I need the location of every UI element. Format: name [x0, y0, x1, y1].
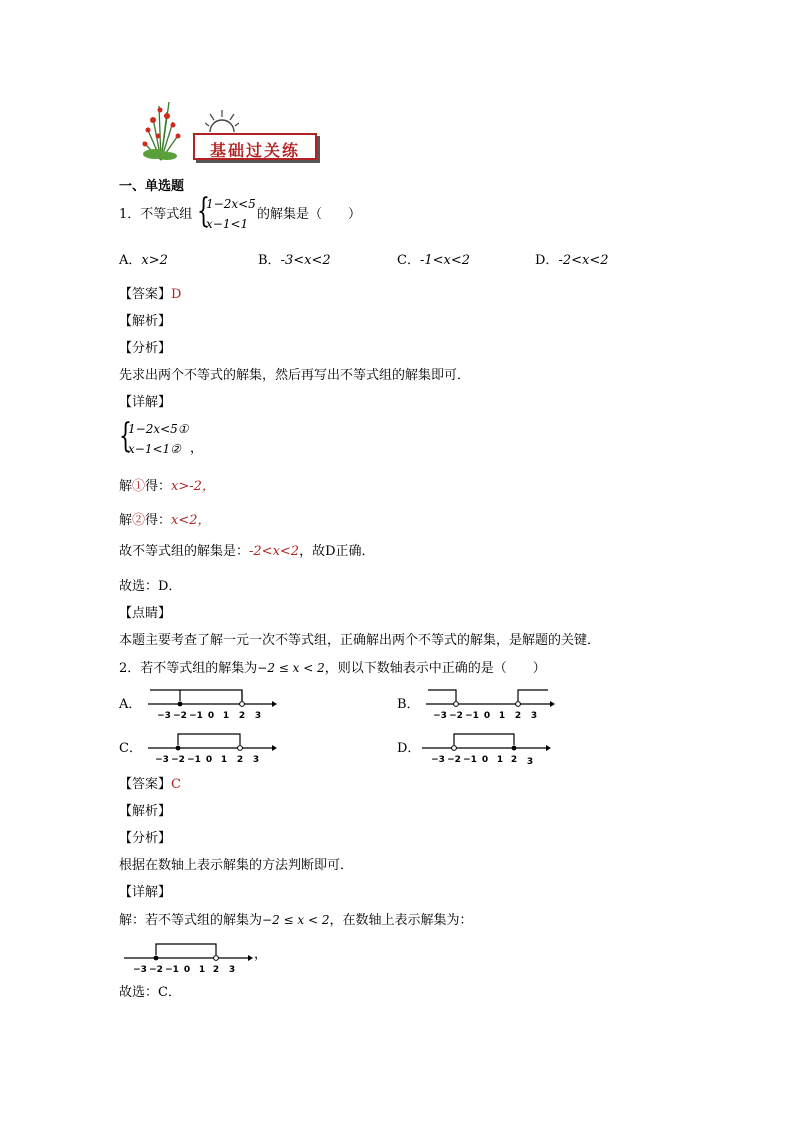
- q2-numberline-b: [424, 686, 556, 726]
- tick-label: −1: [165, 965, 179, 975]
- q1-fenxi-label: 【分析】: [119, 341, 172, 356]
- q1-answer: 【答案】D: [119, 287, 182, 302]
- q1-xiangjie-label: 【详解】: [119, 395, 172, 410]
- tick-label: 2: [514, 711, 522, 721]
- q1-conclusion: 故不等式组的解集是：-2<x<2，故D正确．: [119, 544, 375, 559]
- tick-label: 0: [481, 755, 489, 765]
- section-title: 一、单选题: [119, 179, 185, 194]
- tick-label: 2: [212, 965, 220, 975]
- q2-option-b-label: B．: [397, 697, 420, 712]
- q1-option-c: C．-1<x<2: [397, 253, 471, 268]
- q1-brace: {: [197, 191, 210, 231]
- q1-detail-brace: {: [119, 416, 132, 456]
- q2-jiexi-label: 【解析】: [119, 804, 172, 819]
- tick-label: 0: [205, 755, 213, 765]
- q1-detail-comma: ，: [190, 441, 204, 456]
- q2-fenxi-text: 根据在数轴上表示解集的方法判断即可．: [119, 858, 354, 873]
- q2-fenxi-label: 【分析】: [119, 831, 172, 846]
- tick-label: −2: [149, 965, 163, 975]
- sun-icon: [205, 108, 239, 132]
- tick-label: −1: [465, 711, 479, 721]
- tick-label: −3: [155, 755, 169, 765]
- tick-label: 3: [252, 755, 260, 765]
- q1-jiexi-label: 【解析】: [119, 314, 172, 329]
- q1-choose: 故选：D．: [119, 579, 182, 594]
- q2-option-c-label: C．: [119, 741, 142, 756]
- q2-option-d-label: D．: [397, 741, 421, 756]
- tick-label: 0: [207, 711, 215, 721]
- tick-label: 2: [238, 711, 246, 721]
- tick-label: 1: [222, 711, 230, 721]
- tick-label: −3: [433, 711, 447, 721]
- q2-numberline-a: [146, 686, 278, 726]
- tick-label: 0: [483, 711, 491, 721]
- q1-option-b: B．-3<x<2: [258, 253, 331, 268]
- tick-label: 2: [510, 755, 518, 765]
- tick-label: −2: [449, 711, 463, 721]
- tick-label: 1: [220, 755, 228, 765]
- q2-answer: 【答案】C: [119, 777, 181, 792]
- banner-label: 基础过关练: [209, 141, 300, 160]
- q1-fenxi-text: 先求出两个不等式的解集，然后再写出不等式组的解集即可．: [119, 368, 471, 383]
- tick-label: 0: [183, 965, 191, 975]
- q1-option-a: A．x>2: [119, 253, 168, 268]
- tick-label: −1: [187, 755, 201, 765]
- tick-label: −3: [133, 965, 147, 975]
- q2-detail-numberline: [122, 940, 254, 980]
- q2-choose: 故选：C．: [119, 985, 181, 1000]
- tick-label: −3: [157, 711, 171, 721]
- q1-sys-line1: 1−2x<5: [206, 197, 256, 211]
- q1-solve2: 解②得：x<2，: [119, 513, 211, 528]
- tick-label: 2: [236, 755, 244, 765]
- q1-prefix: 1．不等式组: [119, 207, 193, 222]
- tick-label: −2: [173, 711, 187, 721]
- q1-suffix: 的解集是（ ）: [257, 207, 362, 222]
- q2-detail-comma: ，: [254, 947, 268, 962]
- q2-numberline-c: [146, 730, 278, 770]
- tick-label: −2: [171, 755, 185, 765]
- q1-dianjing-label: 【点睛】: [119, 606, 172, 621]
- q1-sys-line2: x−1<1: [206, 217, 249, 231]
- q2-xiangjie-label: 【详解】: [119, 885, 172, 900]
- tick-label: 1: [498, 711, 506, 721]
- tick-label: 3: [228, 965, 236, 975]
- q2-stem: 2．若不等式组的解集为−2 ≤ x < 2，则以下数轴表示中正确的是（ ）: [119, 661, 546, 676]
- q1-detail-line1: 1−2x<5①: [128, 422, 189, 436]
- tick-label: 1: [496, 755, 504, 765]
- q1-option-d: D．-2<x<2: [535, 253, 609, 268]
- q1-detail-line2: x−1<1②: [128, 442, 181, 456]
- q1-dianjing-text: 本题主要考查了解一元一次不等式组，正确解出两个不等式的解集，是解题的关键．: [119, 633, 601, 648]
- q2-numberline-d: [420, 730, 552, 770]
- section-banner: [193, 133, 317, 160]
- tick-label: 1: [198, 965, 206, 975]
- q2-detail: 解：若不等式组的解集为−2 ≤ x < 2，在数轴上表示解集为：: [119, 913, 473, 928]
- tick-label: −1: [189, 711, 203, 721]
- q1-solve1: 解①得：x>-2，: [119, 479, 215, 494]
- plant-decoration-icon: [133, 98, 191, 162]
- tick-label: −3: [431, 755, 445, 765]
- tick-label: 3: [530, 711, 538, 721]
- q2-option-a-label: A．: [119, 697, 142, 712]
- tick-label: 3: [254, 711, 262, 721]
- tick-label: −2: [447, 755, 461, 765]
- tick-label: 3: [526, 757, 534, 766]
- tick-label: −1: [463, 755, 477, 765]
